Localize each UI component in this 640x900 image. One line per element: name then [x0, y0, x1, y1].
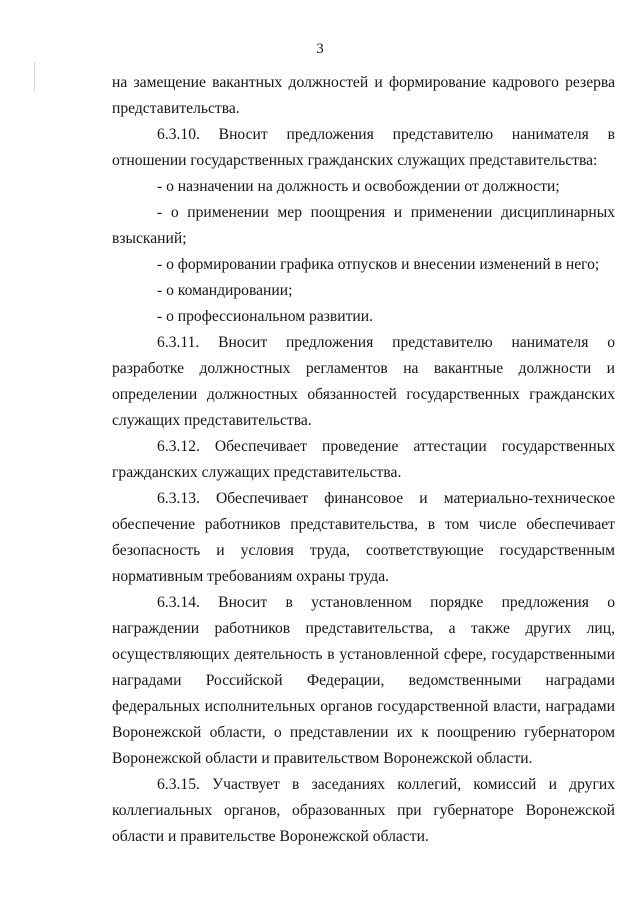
list-item-appointment: - о назначении на должность и освобождении от должности;	[157, 178, 560, 195]
scan-margin-mark	[34, 62, 35, 92]
paragraph-6-3-10: 6.3.10. Вносит предложения представителю нанимателя в отношении государственных гражданских служащих представительства:	[112, 126, 615, 169]
paragraph-6-3-12: 6.3.12. Обеспечивает проведение аттестации государственных гражданских служащих представительства.	[112, 438, 615, 481]
paragraph-continuation: на замещение вакантных должностей и формирование кадрового резерва представительства.	[112, 74, 615, 117]
paragraph-6-3-11: 6.3.11. Вносит предложения представителю нанимателя о разработке должностных регламентов на вакантные должности и определении должностных обязанностей государственных гражданских служащих представительства.	[112, 334, 615, 429]
document-body	[112, 70, 615, 850]
paragraph-6-3-15: 6.3.15. Участвует в заседаниях коллегий, комиссий и других коллегиальных органов, образованных при губернаторе Воронежской области и правительстве Воронежской области.	[112, 776, 615, 845]
list-item-business-trips: - о командировании;	[157, 282, 293, 299]
list-item-vacation-schedule: - о формировании графика отпусков и внесении изменений в него;	[157, 256, 600, 273]
page-number: 3	[316, 41, 324, 57]
list-item-professional-development: - о профессиональном развитии.	[157, 308, 374, 325]
paragraph-6-3-13: 6.3.13. Обеспечивает финансовое и материально-техническое обеспечение работников представительства, в том числе обеспечивает безопасность и условия труда, соответствующие государственным нормативным требованиям охраны труда.	[112, 490, 615, 585]
list-item-incentives: - о применении мер поощрения и применении дисциплинарных взысканий;	[112, 204, 615, 247]
paragraph-6-3-14: 6.3.14. Вносит в установленном порядке предложения о награждении работников представительства, а также других лиц, осуществляющих деятельность в установленной сфере, государственными наградами Российской Федерации, ведомственными наградами федеральных исполнительных органов государственной власти, наградами Воронежской области, о представлении их к поощрению губернатором Воронежской области и правительством Воронежской области.	[112, 594, 615, 767]
